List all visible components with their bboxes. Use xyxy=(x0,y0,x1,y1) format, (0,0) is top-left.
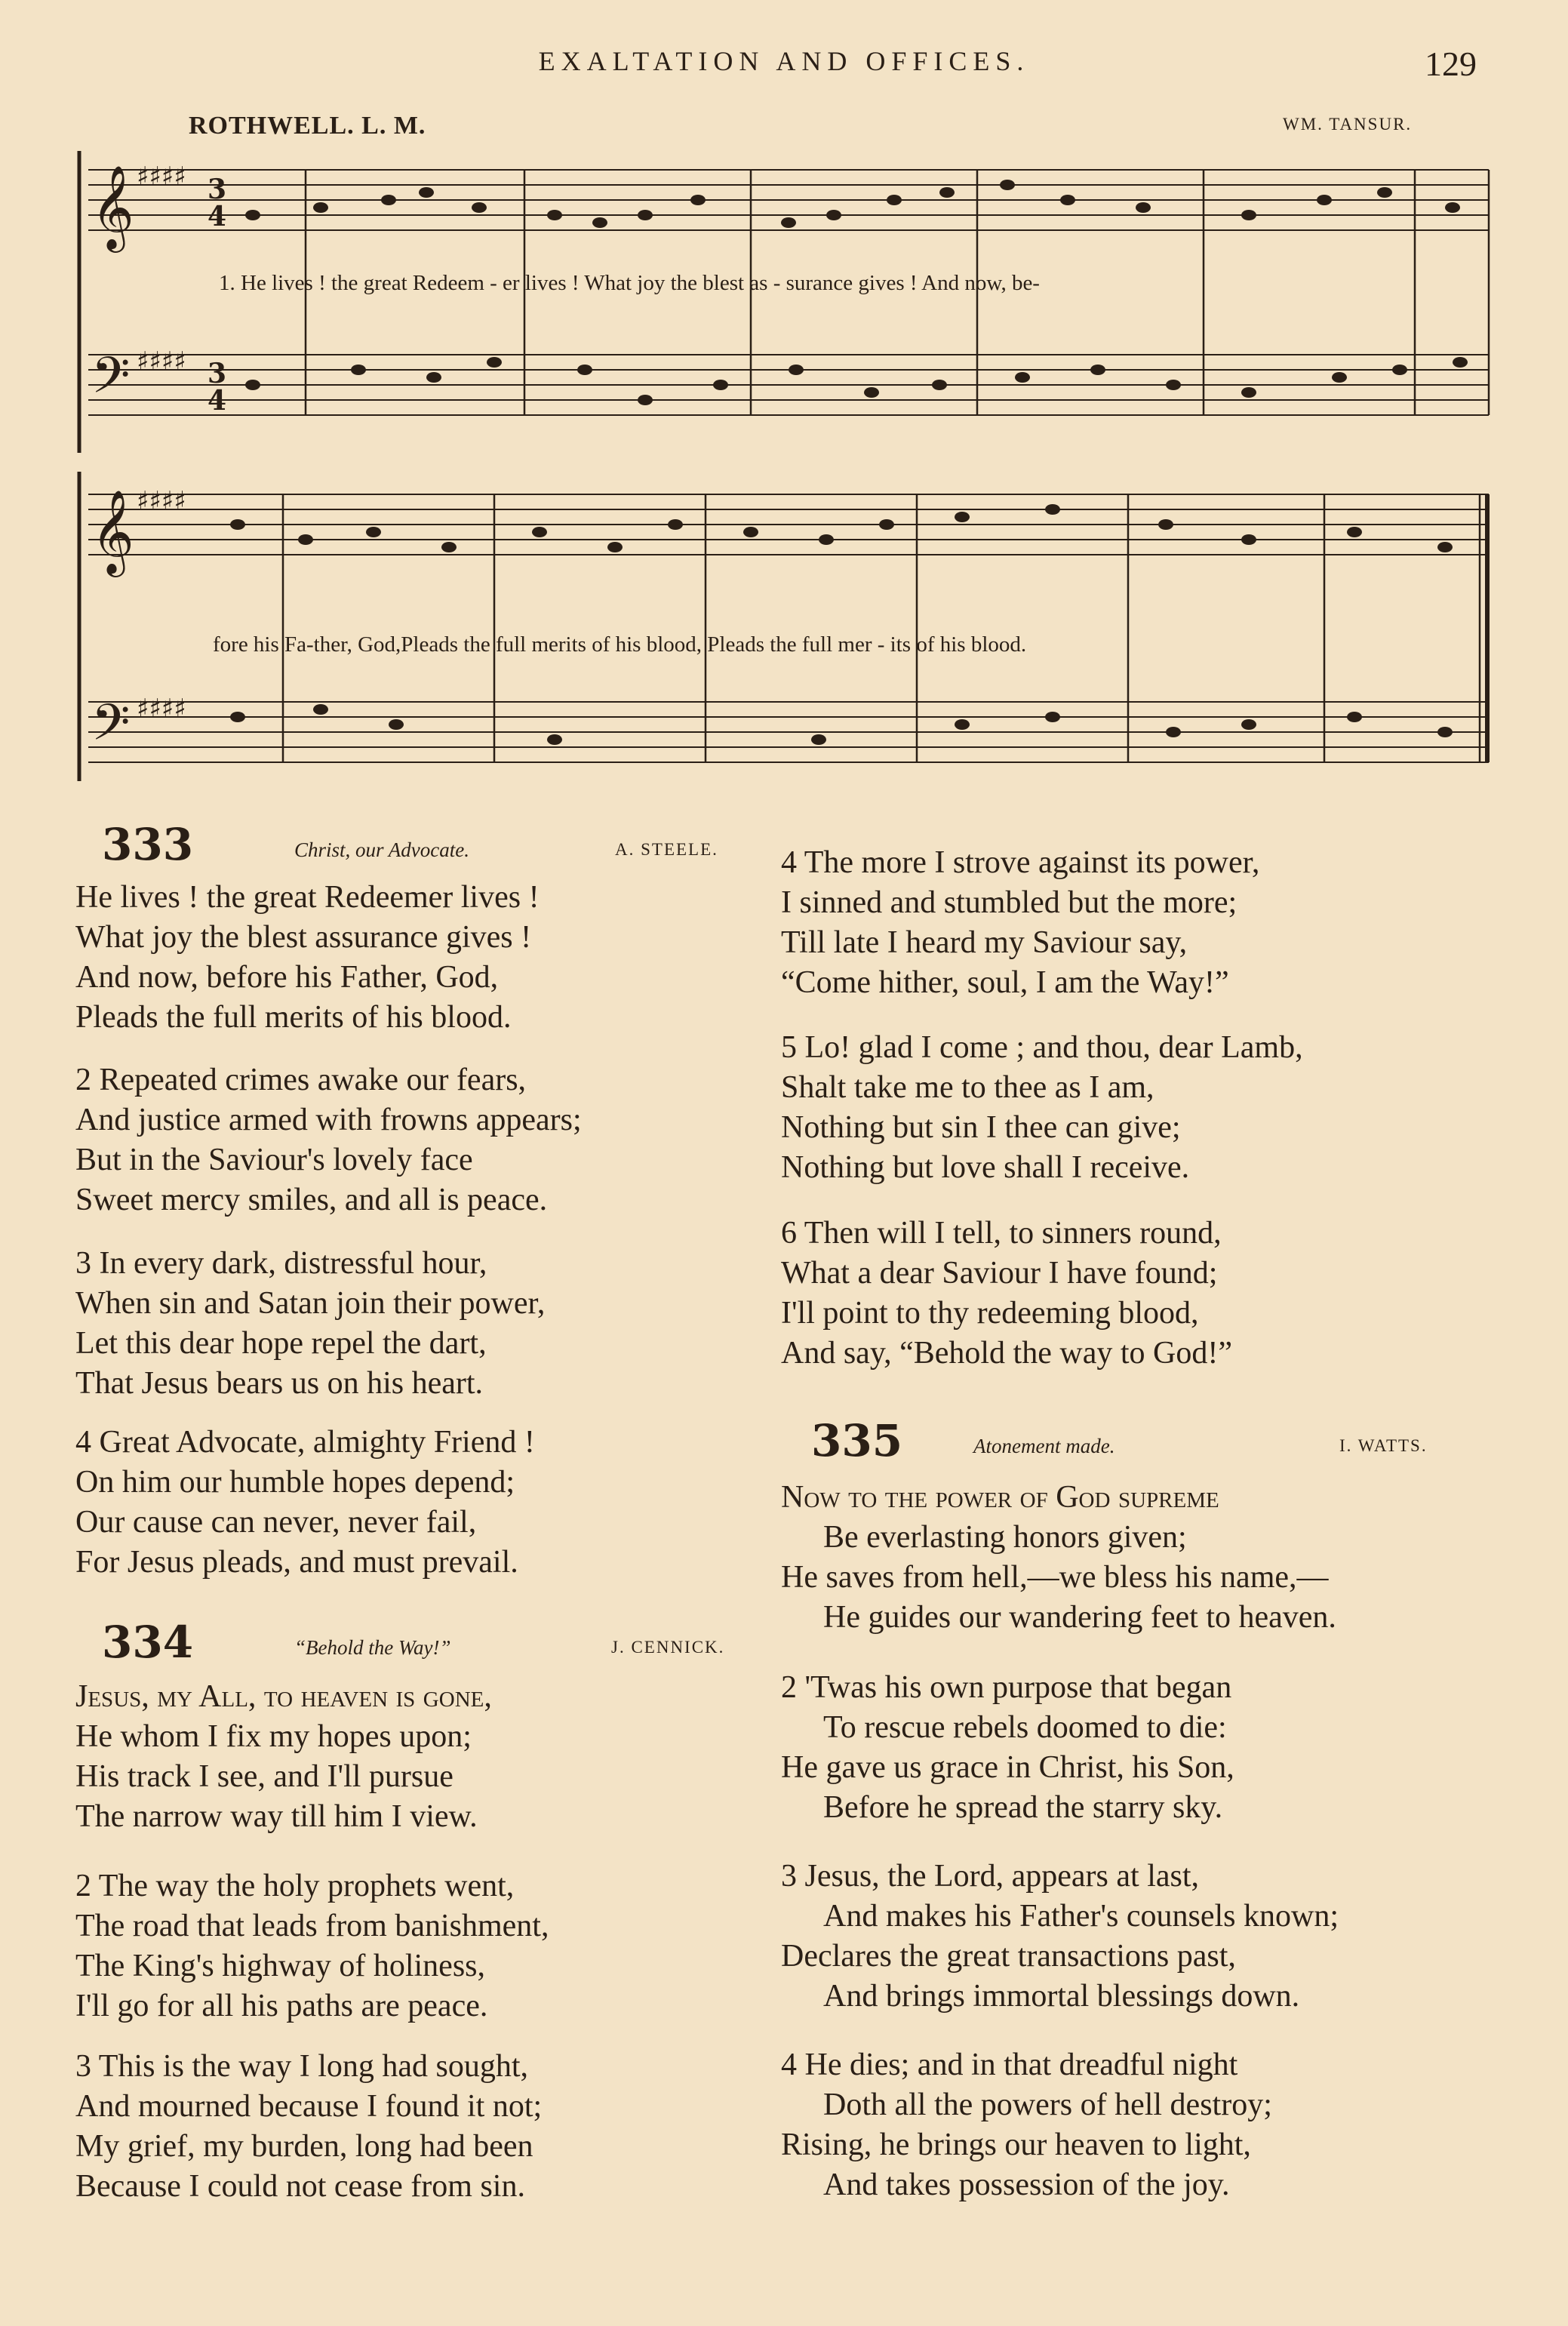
verse-line: 2 Repeated crimes awake our fears, xyxy=(75,1063,527,1097)
hymn-333-stanza-2 xyxy=(75,1060,582,1220)
verse-line: Sweet mercy smiles, and all is peace. xyxy=(75,1183,548,1217)
hymn-334-stanza-2 xyxy=(75,1866,549,2026)
svg-text:𝄞: 𝄞 xyxy=(91,165,134,249)
hymn-335-heading xyxy=(811,1415,1475,1466)
verse-line: 3 This is the way I long had sought, xyxy=(75,2049,529,2084)
hymn-333-stanza-4 xyxy=(75,1423,535,1583)
verse-line: He lives ! the great Redeemer lives ! xyxy=(75,880,540,915)
hymn-number: 335 xyxy=(811,1415,903,1466)
hymn-author: J. CENNICK. xyxy=(611,1638,725,1657)
verse-line: Doth all the powers of hell destroy; xyxy=(823,2088,1272,2122)
tune-name: ROTHWELL. L. M. xyxy=(189,112,426,140)
hymn-334-stanza-6 xyxy=(781,1214,1232,1374)
hymn-335-stanza-2 xyxy=(781,1668,1234,1828)
verse-line: 3 Jesus, the Lord, appears at last, xyxy=(781,1859,1200,1894)
verse-line: 4 He dies; and in that dreadful night xyxy=(781,2048,1238,2082)
hymn-title: Atonement made. xyxy=(973,1435,1115,1457)
verse-line: What a dear Saviour I have found; xyxy=(781,1256,1218,1291)
verse-line: Jesus, my All, to heaven is gone, xyxy=(75,1679,492,1714)
verse-line: That Jesus bears us on his heart. xyxy=(75,1366,484,1401)
running-title: EXALTATION AND OFFICES. xyxy=(538,46,1030,76)
hymn-335-stanza-4 xyxy=(781,2045,1272,2205)
verse-line: 3 In every dark, distressful hour, xyxy=(75,1246,487,1281)
verse-line: And takes possession of the joy. xyxy=(823,2168,1230,2202)
hymn-author: A. STEELE. xyxy=(615,840,718,859)
hymn-334-stanza-4 xyxy=(781,843,1259,1003)
tune-lyrics-system-2: fore his Fa-ther, God,Pleads the full merits of his blood, Pleads the full mer - its of his blood. xyxy=(213,632,1027,657)
verse-line: My grief, my burden, long had been xyxy=(75,2129,533,2164)
verse-line: Pleads the full merits of his blood. xyxy=(75,1000,512,1035)
tune-lyrics-system-1: 1. He lives ! the great Redeem - er lives ! What joy the blest as - surance gives ! And now, be- xyxy=(219,271,1040,295)
verse-line: Let this dear hope repel the dart, xyxy=(75,1326,487,1361)
verse-line: To rescue rebels doomed to die: xyxy=(823,1710,1227,1745)
svg-text:♯♯♯♯: ♯♯♯♯ xyxy=(137,694,186,724)
verse-line: The narrow way till him I view. xyxy=(75,1799,478,1834)
verse-line: Nothing but sin I thee can give; xyxy=(781,1110,1181,1145)
verse-line: Now to the power of God supreme xyxy=(781,1480,1219,1515)
svg-text:4: 4 xyxy=(208,385,227,417)
svg-text:♯♯♯♯: ♯♯♯♯ xyxy=(137,346,186,377)
svg-text:3: 3 xyxy=(208,358,227,389)
verse-line: And mourned because I found it not; xyxy=(75,2089,543,2124)
hymn-333-stanza-1 xyxy=(75,878,540,1038)
verse-line: When sin and Satan join their power, xyxy=(75,1286,546,1321)
hymn-334-heading xyxy=(102,1617,758,1668)
verse-line: The King's highway of holiness, xyxy=(75,1949,486,1983)
svg-text:𝄢: 𝄢 xyxy=(91,694,131,764)
verse-line: He whom I fix my hopes upon; xyxy=(75,1719,472,1754)
verse-line: On him our humble hopes depend; xyxy=(75,1465,515,1500)
verse-line: And justice armed with frowns appears; xyxy=(75,1103,582,1137)
verse-line: “Come hither, soul, I am the Way!” xyxy=(781,965,1229,1000)
verse-line: Till late I heard my Saviour say, xyxy=(781,925,1188,960)
verse-line: 4 Great Advocate, almighty Friend ! xyxy=(75,1425,535,1460)
verse-line: Rising, he brings our heaven to light, xyxy=(781,2128,1251,2162)
svg-text:3: 3 xyxy=(208,174,227,205)
hymn-334-stanza-1 xyxy=(75,1677,492,1837)
verse-line: 2 The way the holy prophets went, xyxy=(75,1869,515,1903)
verse-line: And say, “Behold the way to God!” xyxy=(781,1336,1232,1371)
verse-line: And makes his Father's counsels known; xyxy=(823,1899,1339,1934)
verse-line: Before he spread the starry sky. xyxy=(823,1790,1223,1825)
hymn-333-heading xyxy=(102,819,751,870)
hymn-335-stanza-3 xyxy=(781,1857,1339,2017)
verse-line: Be everlasting honors given; xyxy=(823,1520,1187,1555)
hymn-334-stanza-5 xyxy=(781,1028,1303,1188)
page-number: 129 xyxy=(1425,45,1477,83)
svg-text:𝄞: 𝄞 xyxy=(91,489,134,574)
verse-line: 2 'Twas his own purpose that began xyxy=(781,1670,1232,1705)
tune-composer: WM. TANSUR. xyxy=(1283,115,1413,134)
verse-line: He gave us grace in Christ, his Son, xyxy=(781,1750,1234,1785)
svg-text:4: 4 xyxy=(208,201,227,232)
verse-line: I'll point to thy redeeming blood, xyxy=(781,1296,1199,1331)
verse-line: Our cause can never, never fail, xyxy=(75,1505,477,1540)
verse-line: I sinned and stumbled but the more; xyxy=(781,885,1237,920)
hymn-number: 333 xyxy=(102,819,194,870)
hymn-333-stanza-3 xyxy=(75,1244,545,1404)
verse-line: Declares the great transactions past, xyxy=(781,1939,1236,1974)
verse-line: He guides our wandering feet to heaven. xyxy=(823,1600,1336,1635)
svg-text:♯♯♯♯: ♯♯♯♯ xyxy=(137,162,186,192)
verse-line: 4 The more I strove against its power, xyxy=(781,845,1260,880)
hymn-334-stanza-3 xyxy=(75,2047,542,2207)
verse-line: But in the Saviour's lovely face xyxy=(75,1143,473,1177)
hymn-335-stanza-1 xyxy=(781,1478,1336,1638)
hymn-title: Christ, our Advocate. xyxy=(294,838,469,861)
verse-line: His track I see, and I'll pursue xyxy=(75,1759,453,1794)
hymn-author: I. WATTS. xyxy=(1339,1436,1428,1455)
verse-line: Because I could not cease from sin. xyxy=(75,2169,525,2204)
verse-line: Nothing but love shall I receive. xyxy=(781,1150,1190,1185)
verse-line: The road that leads from banishment, xyxy=(75,1909,549,1943)
verse-line: And brings immortal blessings down. xyxy=(823,1979,1300,2014)
svg-text:♯♯♯♯: ♯♯♯♯ xyxy=(137,486,186,516)
verse-line: And now, before his Father, God, xyxy=(75,960,499,995)
verse-line: What joy the blest assurance gives ! xyxy=(75,920,532,955)
verse-line: 6 Then will I tell, to sinners round, xyxy=(781,1216,1222,1251)
verse-line: I'll go for all his paths are peace. xyxy=(75,1989,488,2023)
svg-text:𝄢: 𝄢 xyxy=(91,346,131,417)
verse-line: For Jesus pleads, and must prevail. xyxy=(75,1545,518,1580)
verse-line: 5 Lo! glad I come ; and thou, dear Lamb, xyxy=(781,1030,1303,1065)
hymn-number: 334 xyxy=(102,1617,194,1668)
verse-line: Shalt take me to thee as I am, xyxy=(781,1070,1154,1105)
hymn-title: “Behold the Way!” xyxy=(294,1636,451,1659)
verse-line: He saves from hell,—we bless his name,— xyxy=(781,1560,1329,1595)
music-score xyxy=(72,140,1490,800)
